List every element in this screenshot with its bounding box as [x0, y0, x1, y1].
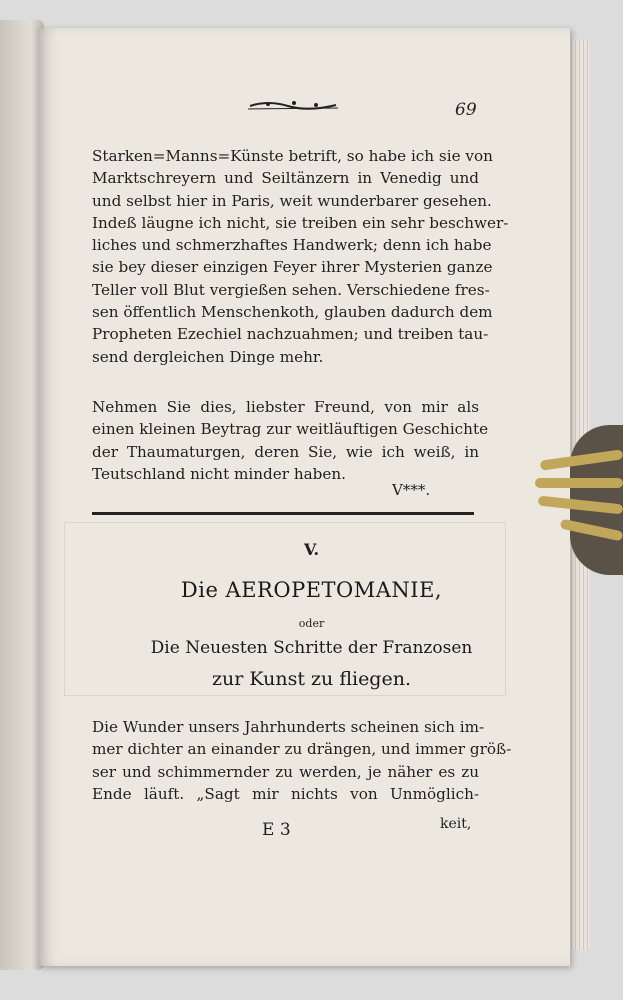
text-line: und selbst hier in Paris, weit wunderbarer gesehen.	[92, 191, 492, 210]
text-line: sen öffentlich Menschenkoth, glauben dadurch dem	[92, 303, 493, 322]
text-line: Marktschreyern und Seiltänzern in Venedig und	[92, 169, 479, 188]
paragraph-3	[92, 716, 512, 805]
section-subheading-2: zur Kunst zu fliegen.	[211, 668, 411, 690]
paragraph-2	[92, 396, 489, 485]
text-line: Teller voll Blut vergießen sehen. Verschiedene fres-	[92, 280, 490, 299]
text-line: Propheten Ezechiel nachzuahmen; und treiben tau-	[92, 325, 489, 344]
letter-signature: V***.	[392, 481, 431, 499]
section-subheading-1: Die Neuesten Schritte der Franzosen	[150, 638, 473, 658]
section-headline: Die AEROPETOMANIE,	[180, 578, 443, 602]
section-number: V.	[303, 540, 320, 559]
text-line: der Thaumaturgen, deren Sie, wie ich weiß, in	[92, 442, 479, 461]
text-line: Die Wunder unsers Jahrhunderts scheinen sich im-	[92, 718, 485, 736]
section-conjunction: oder	[298, 617, 325, 630]
text-line: Ende läuft. „Sagt mir nichts von Unmöglich-	[92, 784, 479, 803]
text-line: Nehmen Sie dies, liebster Freund, von mir als	[92, 398, 479, 416]
printer-signature: E 3	[262, 820, 291, 840]
text-line: Starken=Manns=Künste betrift, so habe ich sie von	[92, 147, 493, 165]
text-line: Indeß läugne ich nicht, sie treiben ein sehr beschwer-	[92, 213, 509, 232]
clip-prong	[535, 478, 623, 488]
header-ornament	[248, 98, 340, 112]
paragraph-1	[92, 145, 509, 368]
text-line: sie bey dieser einzigen Feyer ihrer Mysterien ganze	[92, 258, 493, 277]
section-divider	[92, 512, 474, 515]
text-line: ser und schimmernder zu werden, je näher es zu	[92, 762, 479, 781]
text-line: Teutschland nicht minder haben.	[92, 464, 346, 483]
text-line: einen kleinen Beytrag zur weitläuftigen Geschichte	[92, 420, 489, 439]
text-line: mer dichter an einander zu drängen, und immer größ-	[92, 740, 512, 759]
page-number: 69	[455, 100, 477, 120]
text-line: send dergleichen Dinge mehr.	[92, 347, 324, 366]
text-line: liches und schmerzhaftes Handwerk; denn ich habe	[92, 236, 492, 255]
catchword: keit,	[440, 816, 472, 832]
